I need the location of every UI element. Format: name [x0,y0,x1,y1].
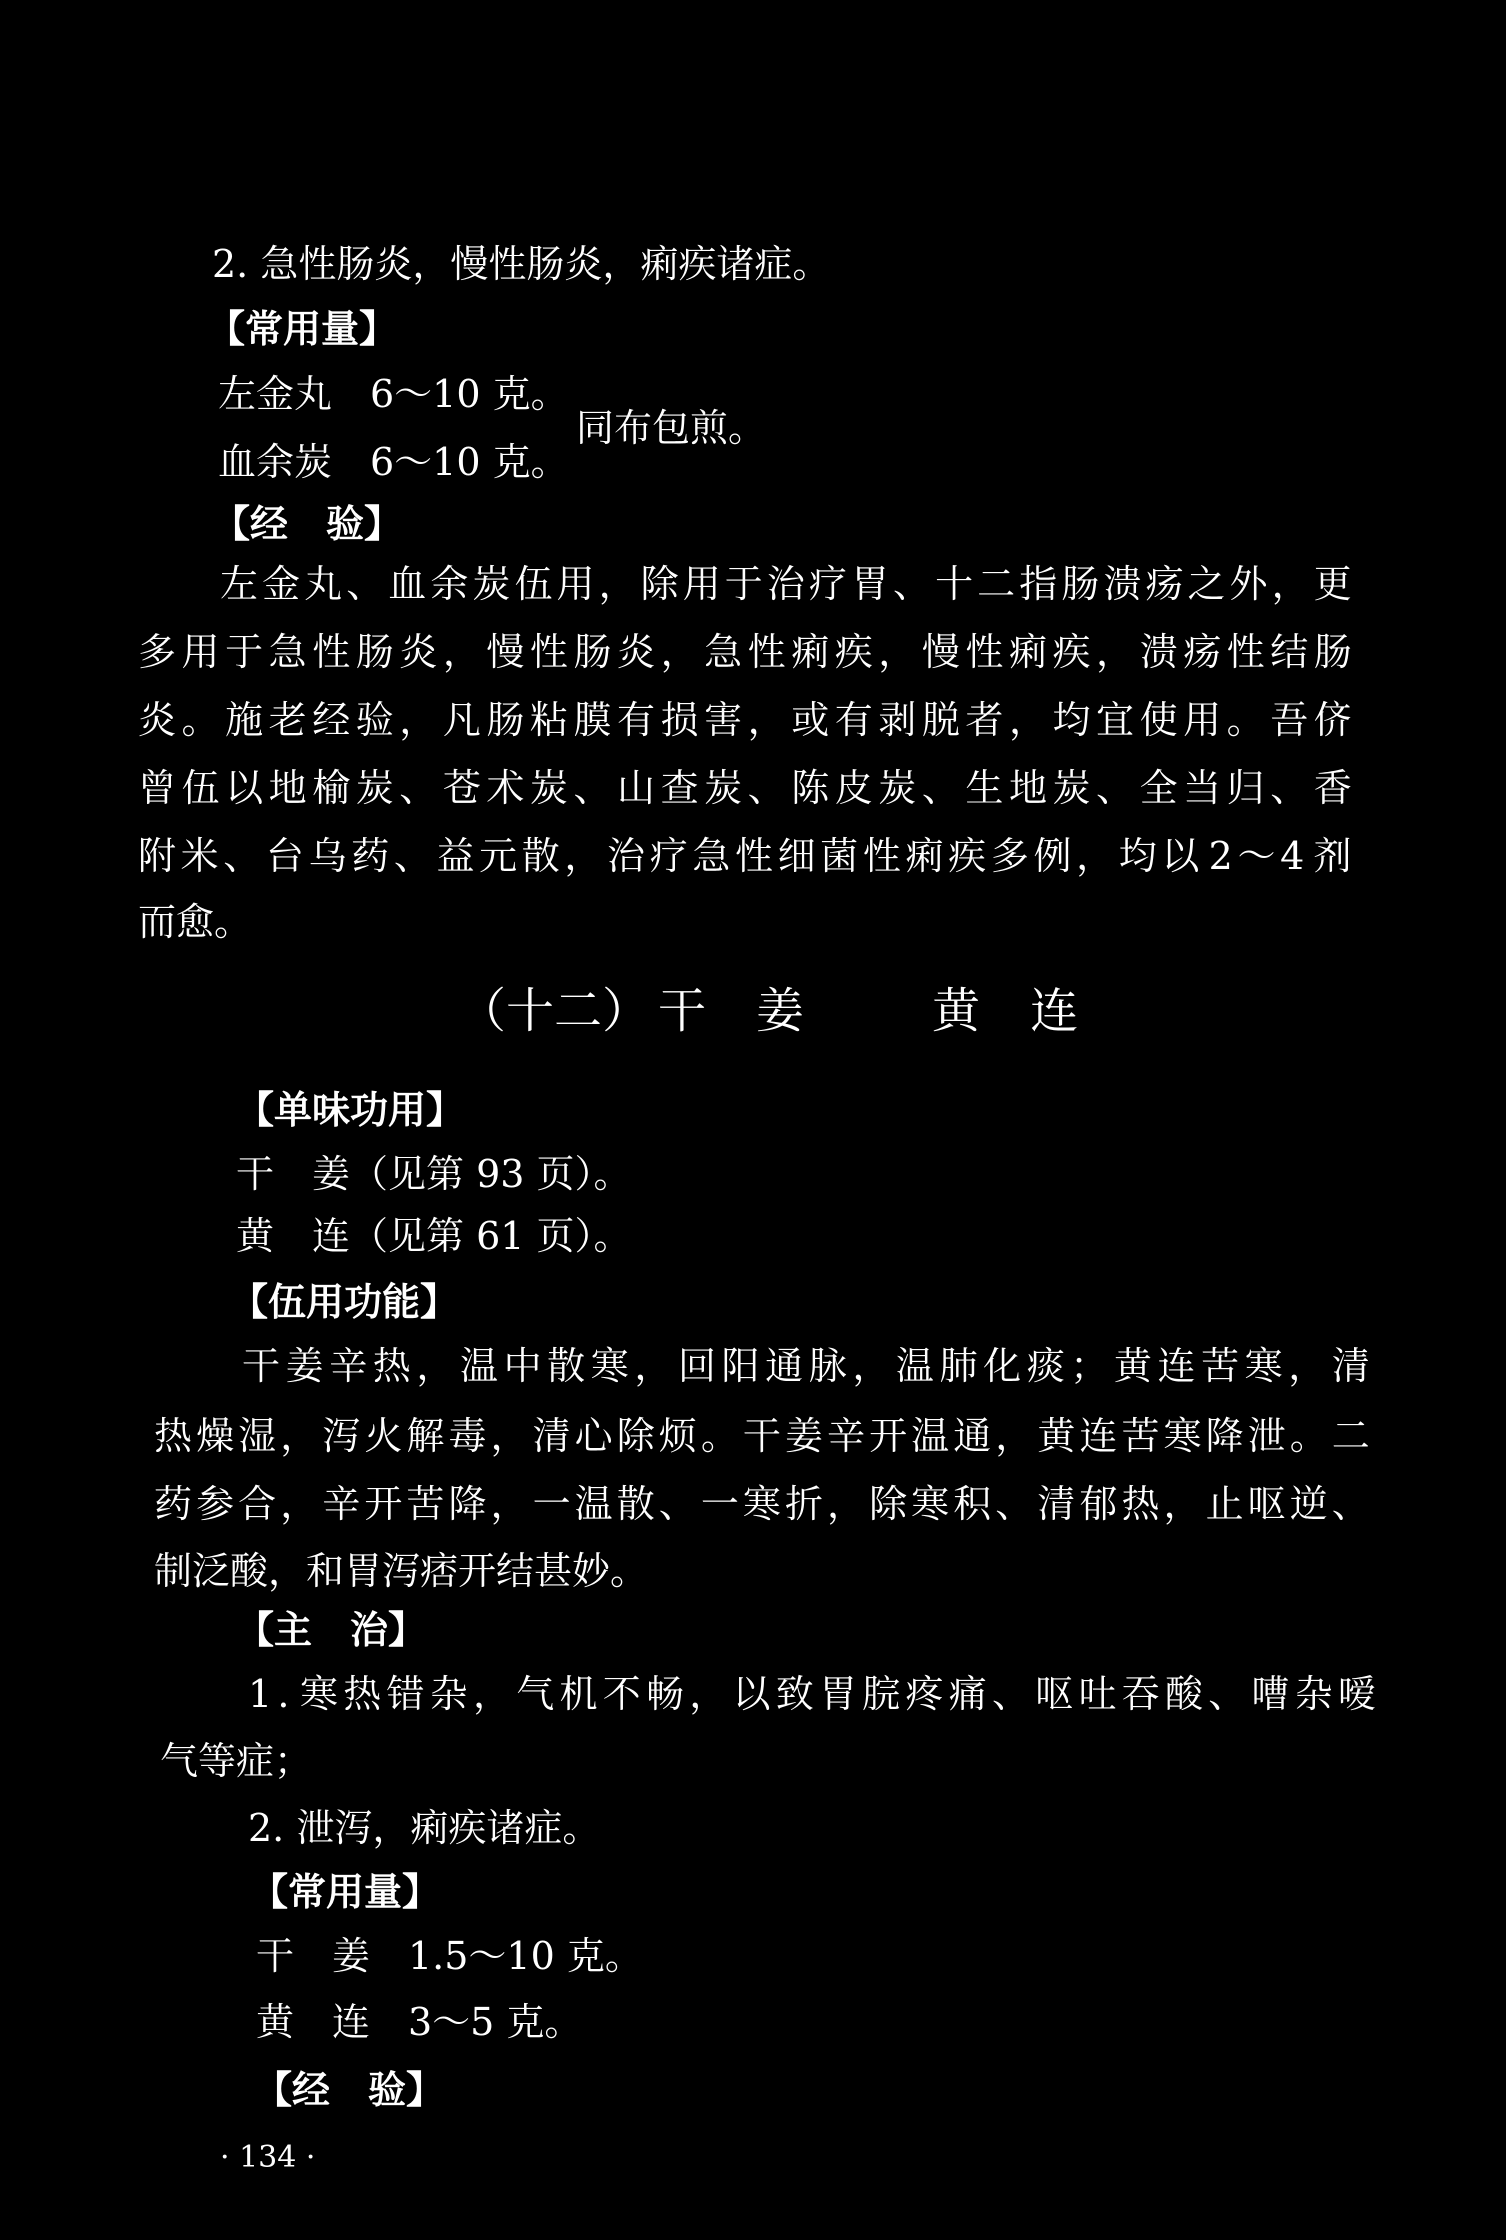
combined-paragraph-line-1: 干 姜 辛 热 ， 温 中 散 寒 ， 回 阳 通 脉 ， 温 肺 化 痰 ； 黄 连 苦 寒 ， 清 [242,1344,1370,1388]
indication-1-line-2: 气等症； [160,1739,313,1783]
dosage-note: 同布包煎。 [576,406,767,450]
title-herb2-char2: 连 [1030,983,1079,1039]
experience-heading-2: 【经 验】 [254,2068,445,2112]
item-2: 2. 急性肠炎，慢性肠炎，痢疾诸症。 [212,242,831,286]
title-number: （十二） [458,983,651,1039]
indication-1-line-1: 1 . 寒 热 错 杂 ， 气 机 不 畅 ， 以 致 胃 脘 疼 痛 、 呕 吐 吞 酸 、 嘈 杂 嗳 [248,1672,1376,1716]
title-herb1-char2: 姜 [756,983,805,1039]
dosage-line-zuojinwan: 左金丸 6～10 克。 [218,372,569,416]
indication-2: 2. 泄泻，痢疾诸症。 [248,1806,601,1850]
combined-paragraph-line-3: 药 参 合 ， 辛 开 苦 降 ， 一 温 散 、 一 寒 折 ， 除 寒 积 、 清 郁 热 ， 止 呕 逆 、 [154,1482,1370,1526]
title-herb2-char1: 黄 [932,983,981,1039]
experience-paragraph-line-6: 而愈。 [138,900,253,944]
single-function-heading: 【单味功用】 [236,1088,465,1132]
experience-heading-1: 【经 验】 [212,502,403,546]
combined-function-heading: 【伍用功能】 [230,1280,459,1324]
title-herb1-char1: 干 [658,983,707,1039]
combined-paragraph-line-2: 热 燥 湿 ， 泻 火 解 毒 ， 清 心 除 烦 。 干 姜 辛 开 温 通 ， 黄 连 苦 寒 降 泄 。 二 [154,1414,1370,1458]
dosage-huanglian: 黄 连 3～5 克。 [256,2000,583,2044]
dosage-ganjiang: 干 姜 1.5～10 克。 [256,1934,643,1978]
experience-paragraph-line-4: 曾 伍 以 地 榆 炭 、 苍 术 炭 、 山 查 炭 、 陈 皮 炭 、 生 地 炭 、 全 当 归 、 香 [138,766,1352,810]
experience-paragraph-line-3: 炎 。 施 老 经 验 ， 凡 肠 粘 膜 有 损 害 ， 或 有 剥 脱 者 ， 均 宜 使 用 。 吾 侪 [138,698,1352,742]
section-title [458,981,1078,1041]
dosage-line-xueyutan: 血余炭 6～10 克。 [218,440,569,484]
experience-paragraph-line-5: 附 米 、 台 乌 药 、 益 元 散 ， 治 疗 急 性 细 菌 性 痢 疾 多 例 ， 均 以 2 ～ 4 剂 [138,834,1352,878]
dosage-heading-1: 【常用量】 [207,307,398,351]
indications-heading: 【主 治】 [236,1608,427,1652]
experience-paragraph-line-1: 左 金 丸 、 血 余 炭 伍 用 ， 除 用 于 治 疗 胃 、 十 二 指 肠 溃 疡 之 外 ， 更 [220,562,1352,606]
page-number: · 134 · [220,2140,316,2175]
dosage-heading-2: 【常用量】 [250,1870,441,1914]
experience-paragraph-line-2: 多 用 于 急 性 肠 炎 ， 慢 性 肠 炎 ， 急 性 痢 疾 ， 慢 性 痢 疾 ， 溃 疡 性 结 肠 [138,630,1352,674]
combined-paragraph-line-4: 制泛酸，和胃泻痞开结甚妙。 [154,1549,649,1593]
single-huanglian: 黄 连（见第 61 页）。 [236,1214,632,1258]
single-ganjiang: 干 姜（见第 93 页）。 [236,1152,632,1196]
